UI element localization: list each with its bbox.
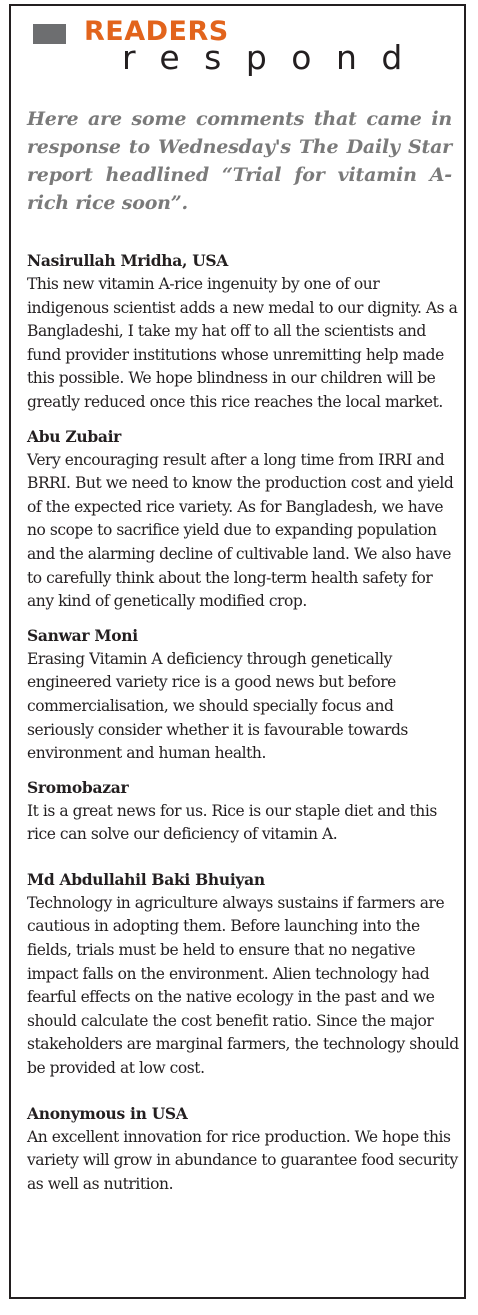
comment-author: Sromobazar — [27, 777, 129, 797]
section-header — [24, 16, 464, 80]
header-kicker: READERS — [84, 16, 229, 47]
comment-item — [27, 624, 459, 766]
comment-item — [27, 425, 459, 614]
comment-body: Very encouraging result after a long time from IRRI and BRRI. But we need to know the production cost and yield of the expected rice variety. As for Bangladesh, we have no scope to sacrifice yield due to expanding population and the alarming decline of cultivable land. We also have to carefully think about the long-term health safety for any kind of genetically modified crop. — [27, 450, 454, 611]
comment-body: Erasing Vitamin A deficiency through genetically engineered variety rice is a good news but before commercialisation, we should specially focus and seriously consider whether it is favourable towards environment and human health. — [27, 649, 408, 763]
comment-item — [27, 1102, 459, 1197]
comment-author: Md Abdullahil Baki Bhuiyan — [27, 869, 265, 889]
comment-author: Abu Zubair — [27, 426, 122, 446]
comment-author: Anonymous in USA — [27, 1103, 188, 1123]
comment-body: Technology in agriculture always sustains if farmers are cautious in adopting them. Before launching into the fields, trials must be held to ensure that no negative impact falls on the environment. Alien technology had fearful effects on the native ecology in the past and we should calculate the cost benefit ratio. Since the major stakeholders are marginal farmers, the technology should be provided at low cost. — [27, 893, 459, 1078]
header-title: respond — [122, 38, 427, 77]
comment-item — [27, 868, 459, 1081]
comment-item — [27, 249, 459, 415]
comment-body: This new vitamin A-rice ingenuity by one of our indigenous scientist adds a new medal to our dignity. As a Bangladeshi, I take my hat off to all the scientists and fund provider institutions whose unremitting help made this possible. We hope blindness in our children will be greatly reduced once this rice reaches the local market. — [27, 275, 458, 411]
comment-author: Nasirullah Mridha, USA — [27, 251, 229, 270]
comment-body: It is a great news for us. Rice is our staple diet and this rice can solve our deficiency of vitamin A. — [27, 801, 437, 844]
comment-body: An excellent innovation for rice production. We hope this variety will grow in abundance to guarantee food security as well as nutrition. — [27, 1127, 458, 1193]
comment-item — [27, 776, 459, 847]
comments-list — [27, 249, 459, 1196]
intro-text: Here are some comments that came in response to Wednesday's The Daily Star report headlined “Trial for vitamin A-rich rice soon”. — [27, 108, 452, 214]
comment-author: Sanwar Moni — [27, 625, 138, 645]
header-square-icon — [33, 24, 66, 44]
